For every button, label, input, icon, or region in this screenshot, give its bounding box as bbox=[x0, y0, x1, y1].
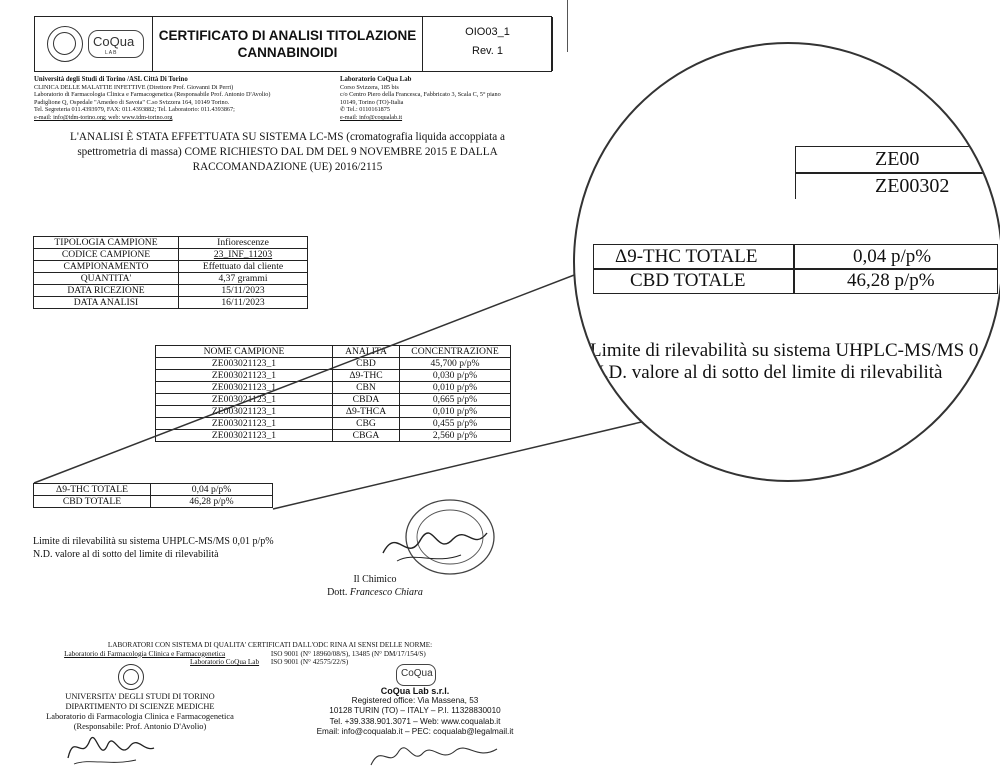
analyte-cell: Δ9-THCA bbox=[333, 406, 400, 418]
chemist-title: Dott. bbox=[327, 586, 348, 598]
coqua-signature bbox=[365, 735, 505, 775]
coqua-email-link[interactable]: e-mail: info@coqualab.it bbox=[340, 113, 403, 121]
coqua-city-vat: 10128 TURIN (TO) – ITALY – P.I. 11328830010 bbox=[329, 706, 501, 716]
sample-value: Infiorescenze bbox=[179, 237, 308, 249]
official-stamp-and-signature bbox=[375, 495, 500, 585]
unito-line1: UNIVERSITA' DEGLI STUDI DI TORINO bbox=[65, 692, 215, 701]
column-header-concentration: CONCENTRAZIONE bbox=[400, 346, 511, 358]
sample-label: TIPOLOGIA CAMPIONE bbox=[34, 237, 179, 249]
concentration-cell: 2,560 p/p% bbox=[400, 430, 511, 442]
zoom-thc-total-value: 0,04 p/p% bbox=[853, 246, 932, 267]
coqua-address-line1: Corso Svizzera, 185 bis bbox=[340, 83, 399, 91]
concentration-cell: 45,700 p/p% bbox=[400, 358, 511, 370]
concentration-cell: 0,665 p/p% bbox=[400, 394, 511, 406]
sample-name-cell: ZE003021123_1 bbox=[156, 406, 333, 418]
statement-line2: spettrometria di massa) COME RICHIESTO DAL DM DEL 9 NOVEMBRE 2015 E DALLA bbox=[77, 146, 498, 158]
concentration-cell: 0,455 p/p% bbox=[400, 418, 511, 430]
concentration-cell: 0,010 p/p% bbox=[400, 406, 511, 418]
sample-name-cell: ZE003021123_1 bbox=[156, 382, 333, 394]
chemist-name: Francesco Chiara bbox=[349, 586, 423, 598]
university-signature bbox=[60, 722, 160, 770]
chemist-signature-block bbox=[300, 574, 450, 599]
sample-name-cell: ZE003021123_1 bbox=[156, 394, 333, 406]
coqua-phone-web: Tel. +39.338.901.3071 – Web: www.coqualab.it bbox=[329, 716, 501, 726]
analyte-cell: CBN bbox=[333, 382, 400, 394]
university-email-link[interactable]: e-mail: info@tdm-torino.org; web: www.tdm-torino.org bbox=[34, 113, 173, 121]
footer-coqua-block bbox=[305, 686, 525, 737]
certification-statement: LABORATORI CON SISTEMA DI QUALITA' CERTIFICATI DALL'ODC RINA AI SENSI DELLE NORME: bbox=[107, 641, 433, 649]
sample-value: 4,37 grammi bbox=[179, 273, 308, 285]
chemist-role: Il Chimico bbox=[353, 574, 397, 585]
zoom-thc-total-label: Δ9-THC TOTALE bbox=[615, 246, 758, 267]
magnifier-zoom-lens bbox=[573, 42, 1000, 482]
unito-line2: DIPARTIMENTO DI SCIENZE MEDICHE bbox=[65, 702, 215, 711]
sample-label: DATA RICEZIONE bbox=[34, 285, 179, 297]
footer-university-seal-icon bbox=[118, 664, 144, 690]
sample-label: CODICE CAMPIONE bbox=[34, 249, 179, 261]
zoom-nd-definition-note: N.D. valore al di sotto del limite di rilevabilità bbox=[590, 362, 943, 383]
sample-value: 15/11/2023 bbox=[179, 285, 308, 297]
document-title-line1: CERTIFICATO DI ANALISI TITOLAZIONE bbox=[158, 28, 417, 43]
coqua-address-line3: 10149, Torino (TO)-Italia bbox=[340, 98, 404, 106]
footer-certification bbox=[60, 641, 480, 667]
sample-value: 23_INF_11203 bbox=[179, 249, 308, 261]
analyte-cell: CBDA bbox=[333, 394, 400, 406]
coqua-address-line4: ✆ Tel.: 0110161875 bbox=[340, 106, 390, 114]
zoom-cbd-total-label: CBD TOTALE bbox=[630, 270, 746, 291]
detection-limit-note: Limite di rilevabilità su sistema UHPLC-MS/MS 0,01 p/p% bbox=[33, 536, 274, 547]
sample-name-cell: ZE003021123_1 bbox=[156, 370, 333, 382]
sample-name-cell: ZE003021123_1 bbox=[156, 358, 333, 370]
sample-value: Effettuato dal cliente bbox=[179, 261, 308, 273]
coqua-lab-name: Laboratorio CoQua Lab bbox=[340, 76, 412, 83]
unito-line3: Laboratorio di Farmacologia Clinica e Farmacogenetica bbox=[46, 712, 234, 721]
chemist-name-line bbox=[300, 587, 450, 600]
total-label: Δ9-THC TOTALE bbox=[34, 484, 151, 496]
coqua-company-name: CoQua Lab s.r.l. bbox=[380, 686, 450, 696]
lab1-iso: ISO 9001 (N° 18960/08/S), 13485 (N° DM/17/154/S) bbox=[270, 649, 426, 658]
footer-coqua-logo-text: CoQua bbox=[401, 668, 433, 679]
coqua-logo-sub: L A B bbox=[105, 50, 117, 56]
zoom-sample-code-1: ZE00 bbox=[875, 148, 920, 170]
zoom-sample-code-2: ZE00302 bbox=[875, 175, 950, 197]
sample-name-cell: ZE003021123_1 bbox=[156, 418, 333, 430]
detection-notes bbox=[33, 536, 274, 561]
sample-label: QUANTITA' bbox=[34, 273, 179, 285]
column-header-sample-name: NOME CAMPIONE bbox=[156, 346, 333, 358]
document-code: OIO03_1 bbox=[465, 26, 510, 38]
lab1-name: Laboratorio di Farmacologia Clinica e Farmacogenetica bbox=[64, 649, 226, 658]
total-label: CBD TOTALE bbox=[34, 496, 151, 508]
total-value: 0,04 p/p% bbox=[151, 484, 273, 496]
university-address-line1: CLINICA DELLE MALATTIE INFETTIVE (Direttore Prof. Giovanni Di Perri) bbox=[34, 83, 234, 91]
concentration-cell: 0,010 p/p% bbox=[400, 382, 511, 394]
concentration-cell: 0,030 p/p% bbox=[400, 370, 511, 382]
university-name: Università degli Studi di Torino /ASL Città Di Torino bbox=[34, 76, 188, 83]
university-address-line2: Laboratorio di Farmacologia Clinica e Farmacogenetica (Responsabile Prof. Antonio D'Avolio) bbox=[34, 91, 271, 99]
university-address-line3: Padiglione Q, Ospedale "Amedeo di Savoia" C.so Svizzera 164, 10149 Torino. bbox=[34, 98, 230, 106]
sample-value: 16/11/2023 bbox=[179, 297, 308, 309]
sample-label: CAMPIONAMENTO bbox=[34, 261, 179, 273]
document-revision: Rev. 1 bbox=[472, 45, 503, 57]
sample-label: DATA ANALISI bbox=[34, 297, 179, 309]
lab2-iso: ISO 9001 (N° 42575/22/S) bbox=[270, 658, 349, 667]
analyte-cell: CBGA bbox=[333, 430, 400, 442]
zoom-detection-limit-note: Limite di rilevabilità su sistema UHPLC-MS/MS 0 bbox=[590, 340, 979, 361]
unito-line4: (Responsabile: Prof. Antonio D'Avolio) bbox=[73, 722, 207, 731]
analyte-cell: Δ9-THC bbox=[333, 370, 400, 382]
lab2-name: Laboratorio CoQua Lab bbox=[190, 658, 260, 667]
nd-definition-note: N.D. valore al di sotto del limite di rilevabilità bbox=[33, 548, 219, 560]
coqua-email-pec[interactable]: Email: info@coqualab.it – PEC: coqualab@legalmail.it bbox=[316, 726, 514, 736]
total-value: 46,28 p/p% bbox=[151, 496, 273, 508]
statement-line1: L'ANALISI È STATA EFFETTUATA SU SISTEMA LC-MS (cromatografia liquida accoppiata a bbox=[70, 131, 505, 143]
coqua-logo-text: CoQua bbox=[93, 34, 135, 49]
university-address-line4: Tel. Segreteria 011.4393979, FAX: 011.4393882; Tel. Laboratorio: 011.4393867; bbox=[34, 106, 235, 114]
page-edge-divider bbox=[567, 0, 568, 52]
coqua-registered-office: Registered office: Via Massena, 53 bbox=[351, 696, 479, 706]
coqua-address-line2: c/o Centro Piero della Francesca, Fabbricato 3, Scala C, 5° piano bbox=[340, 91, 501, 99]
analyte-cell: CBG bbox=[333, 418, 400, 430]
sample-name-cell: ZE003021123_1 bbox=[156, 430, 333, 442]
zoom-cbd-total-value: 46,28 p/p% bbox=[847, 270, 935, 291]
statement-line3: RACCOMANDAZIONE (UE) 2016/2115 bbox=[192, 161, 383, 173]
certification-lab1 bbox=[60, 650, 480, 659]
analyte-cell: CBD bbox=[333, 358, 400, 370]
column-header-analyte: ANALITA bbox=[333, 346, 400, 358]
document-title-line2: CANNABINOIDI bbox=[237, 45, 338, 60]
